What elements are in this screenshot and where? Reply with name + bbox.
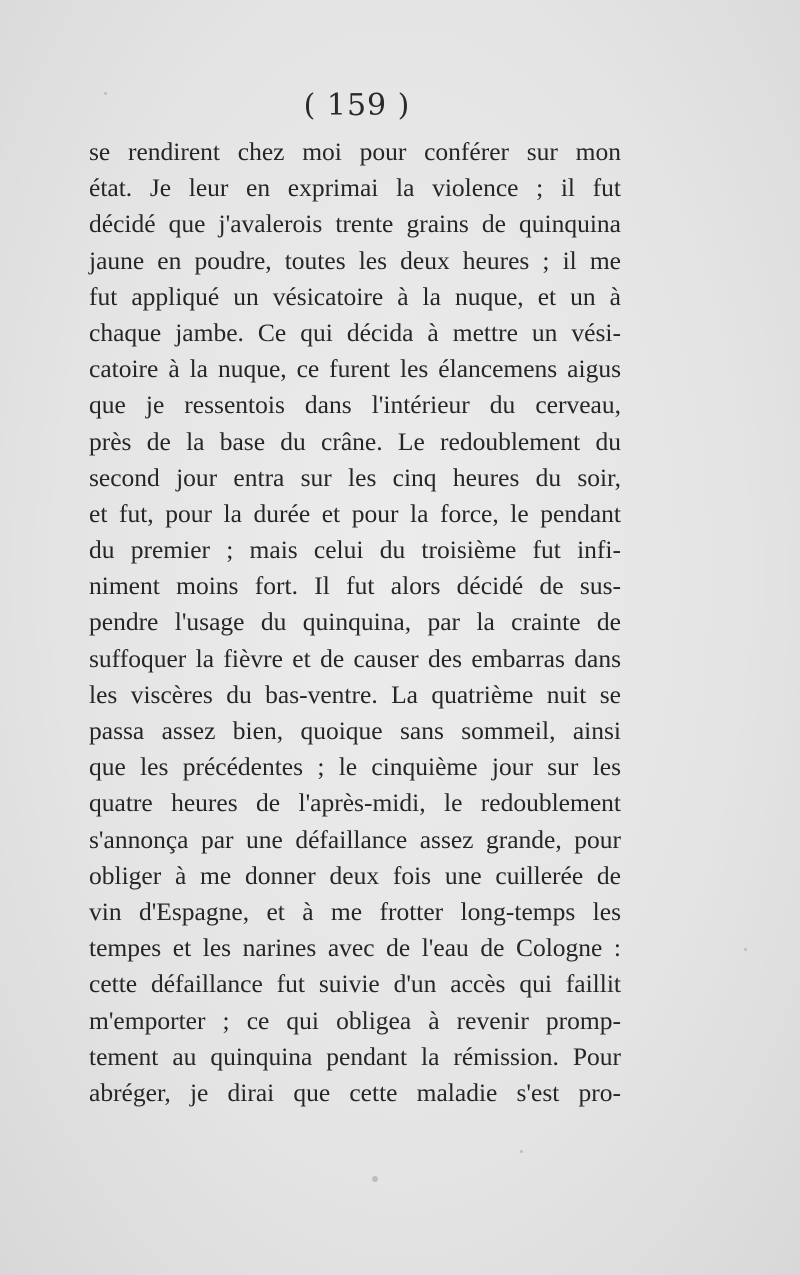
text-line: près de la base du crâne. Le redoublement du — [89, 426, 621, 456]
text-line: tement au quinquina pendant la rémission. Pour — [89, 1041, 621, 1071]
text-line: abréger, je dirai que cette maladie s'est pro- — [89, 1077, 621, 1107]
text-line: pendre l'usage du quinquina, par la crainte de — [89, 607, 621, 637]
body-text — [89, 134, 621, 1111]
text-line: décidé que j'avalerois trente grains de quinquina — [89, 209, 621, 239]
text-line: m'emporter ; ce qui obligea à revenir promp- — [89, 1005, 621, 1035]
text-line: s'annonça par une défaillance assez grande, pour — [89, 824, 621, 854]
text-line: du premier ; mais celui du troisième fut infi- — [89, 535, 621, 565]
text-line: suffoquer la fièvre et de causer des embarras dans — [89, 643, 621, 673]
text-line: jaune en poudre, toutes les deux heures ; il me — [89, 245, 621, 275]
text-line: vin d'Espagne, et à me frotter long-temps les — [89, 896, 621, 926]
text-line: cette défaillance fut suivie d'un accès qui faillit — [89, 969, 621, 999]
text-line: que les précédentes ; le cinquième jour sur les — [89, 752, 621, 782]
text-line: niment moins fort. Il fut alors décidé de sus- — [89, 571, 621, 601]
text-line: que je ressentois dans l'intérieur du cerveau, — [89, 390, 621, 420]
page-number: ( 159 ) — [303, 88, 411, 123]
text-line: tempes et les narines avec de l'eau de Cologne : — [89, 933, 621, 963]
paper-speck — [744, 948, 747, 951]
text-line: fut appliqué un vésicatoire à la nuque, et un à — [89, 281, 621, 311]
text-line: les viscères du bas-ventre. La quatrième nuit se — [89, 679, 621, 709]
text-line: état. Je leur en exprimai la violence ; il fut — [89, 173, 621, 203]
text-line: et fut, pour la durée et pour la force, le pendant — [89, 498, 621, 528]
text-line: second jour entra sur les cinq heures du soir, — [89, 462, 621, 492]
text-line: quatre heures de l'après-midi, le redoublement — [89, 788, 621, 818]
text-line: se rendirent chez moi pour conférer sur mon — [89, 137, 621, 166]
text-line: catoire à la nuque, ce furent les élancemens aigus — [89, 354, 621, 384]
text-line: obliger à me donner deux fois une cuillerée de — [89, 860, 621, 890]
paper-speck — [520, 1150, 523, 1153]
text-line: chaque jambe. Ce qui décida à mettre un vési- — [89, 317, 621, 347]
paper-speck — [372, 1176, 378, 1182]
text-line: passa assez bien, quoique sans sommeil, ainsi — [89, 716, 621, 745]
